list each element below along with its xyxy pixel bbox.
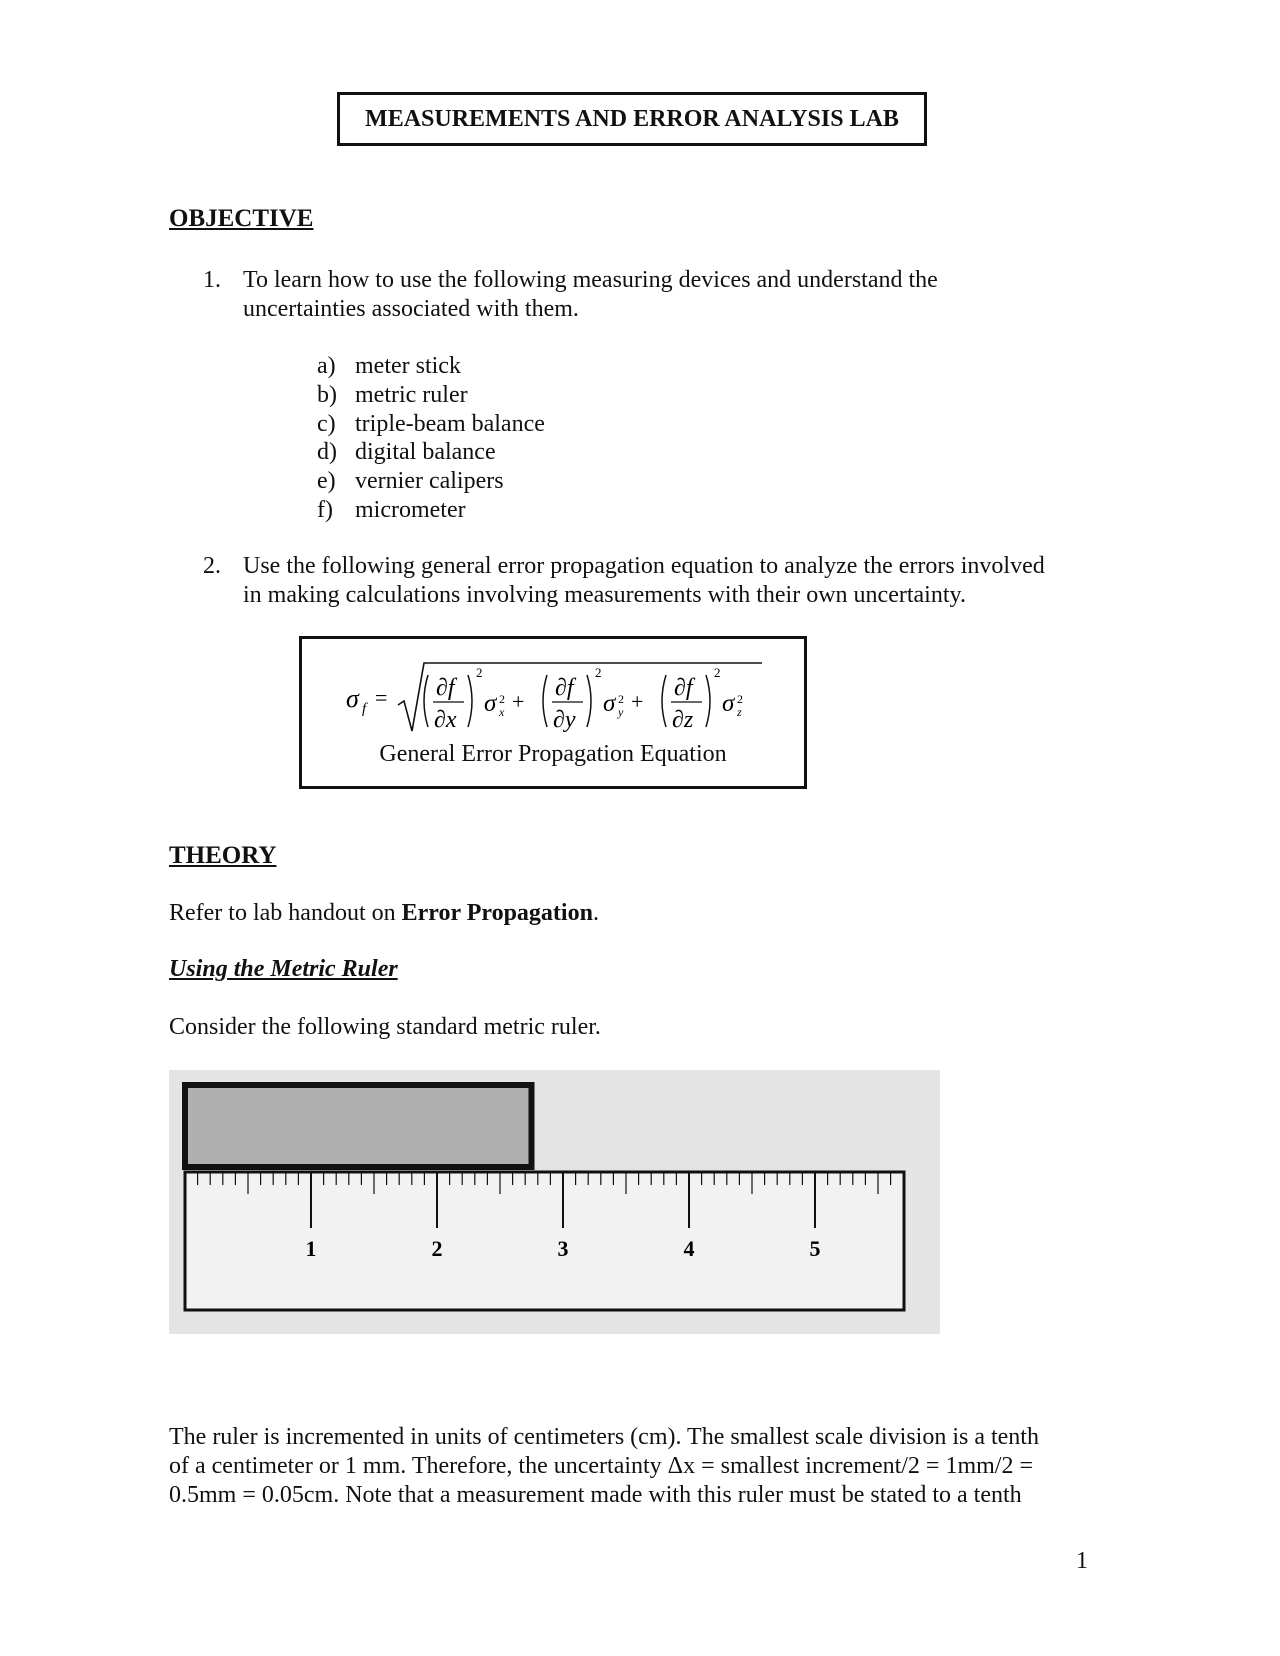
list-item — [317, 467, 545, 496]
eq-equals: = — [375, 685, 388, 710]
ruler-body — [185, 1172, 904, 1310]
list-letter: f) — [317, 496, 333, 523]
document-title: MEASUREMENTS AND ERROR ANALYSIS LAB — [337, 92, 927, 146]
ruler-label: 5 — [809, 1236, 821, 1261]
page-number: 1 — [1076, 1548, 1088, 1574]
list-letter: a) — [317, 353, 336, 379]
partial-denominator: ∂z — [672, 707, 694, 733]
list-letter: e) — [317, 468, 336, 495]
item-1-line-2: uncertainties associated with them. — [243, 296, 579, 322]
device-list — [317, 352, 545, 525]
plus-sign: + — [631, 689, 644, 714]
consider-text: Consider the following standard metric ruler. — [169, 1014, 601, 1040]
item-1-number: 1. — [203, 267, 221, 293]
item-2-line-1: Use the following general error propagation equation to analyze the errors involved — [243, 553, 1045, 579]
term-z — [662, 665, 743, 733]
exponent: 2 — [714, 665, 721, 680]
measured-object — [185, 1085, 532, 1167]
list-letter: d) — [317, 439, 337, 466]
list-text: vernier calipers — [355, 468, 504, 495]
item-2-line-2: in making calculations involving measurements with their own uncertainty. — [243, 582, 966, 608]
ruler-label: 1 — [305, 1236, 317, 1261]
list-text: metric ruler — [355, 381, 468, 408]
term-x — [424, 665, 524, 733]
list-text: digital balance — [355, 439, 496, 466]
exponent: 2 — [476, 665, 483, 680]
plus-sign: + — [512, 689, 525, 714]
list-text: meter stick — [355, 353, 461, 379]
item-2-text — [243, 552, 1045, 610]
sigma-exponent: 2 — [499, 692, 505, 706]
list-letter: c) — [317, 410, 336, 437]
ruler-figure — [169, 1070, 940, 1334]
metric-ruler-subheading: Using the Metric Ruler — [169, 956, 398, 982]
partial-denominator: ∂x — [434, 707, 457, 733]
right-paren — [468, 675, 472, 727]
refer-bold: Error Propagation — [401, 900, 593, 926]
exponent: 2 — [595, 665, 602, 680]
sigma-exponent: 2 — [737, 692, 743, 706]
list-item — [317, 410, 545, 439]
left-paren — [424, 675, 428, 727]
left-paren — [662, 675, 666, 727]
sigma-exponent: 2 — [618, 692, 624, 706]
eq-lhs-subscript: f — [362, 701, 367, 717]
refer-suffix: . — [592, 900, 599, 926]
sigma: σ — [722, 690, 735, 717]
list-item — [317, 496, 545, 525]
list-text: micrometer — [355, 496, 466, 523]
item-2-number: 2. — [203, 553, 221, 579]
partial-numerator: ∂f — [674, 675, 693, 701]
sigma-subscript: y — [618, 705, 624, 719]
sigma-subscript: x — [499, 705, 505, 719]
item-1-text — [243, 266, 938, 324]
left-paren — [543, 675, 547, 727]
list-text: triple-beam balance — [355, 410, 545, 437]
sigma: σ — [603, 690, 616, 717]
error-propagation-equation — [342, 653, 762, 743]
ruler-label: 2 — [431, 1236, 443, 1261]
term-y — [543, 665, 643, 733]
eq-lhs-sigma: σ — [346, 684, 359, 713]
theory-heading: THEORY — [169, 842, 277, 869]
equation-box — [299, 636, 807, 789]
partial-numerator: ∂f — [555, 675, 574, 701]
paragraph-line-1: The ruler is incremented in units of centimeters (cm). The smallest scale division is a tenth — [169, 1424, 1039, 1450]
paragraph-line-3: 0.5mm = 0.05cm. Note that a measurement made with this ruler must be stated to a tenth — [169, 1482, 1022, 1508]
ruler-label: 3 — [557, 1236, 569, 1261]
list-item — [317, 381, 545, 410]
list-item — [317, 438, 545, 467]
ruler-diagram — [169, 1070, 940, 1334]
list-letter: b) — [317, 381, 337, 408]
objective-heading: OBJECTIVE — [169, 205, 314, 232]
item-1-line-1: To learn how to use the following measuring devices and understand the — [243, 267, 938, 293]
explanation-paragraph — [169, 1423, 1039, 1510]
sigma-subscript: z — [737, 705, 742, 719]
refer-prefix: Refer to lab handout on — [169, 900, 402, 926]
list-item — [317, 352, 545, 381]
partial-numerator: ∂f — [436, 675, 455, 701]
equation-caption: General Error Propagation Equation — [379, 741, 727, 767]
partial-denominator: ∂y — [553, 707, 576, 733]
right-paren — [587, 675, 591, 727]
sigma: σ — [484, 690, 497, 717]
ruler-label: 4 — [683, 1236, 695, 1261]
refer-paragraph — [169, 899, 599, 928]
paragraph-line-2: of a centimeter or 1 mm. Therefore, the uncertainty Δx = smallest increment/2 = 1mm/2 = — [169, 1453, 1033, 1479]
right-paren — [706, 675, 710, 727]
